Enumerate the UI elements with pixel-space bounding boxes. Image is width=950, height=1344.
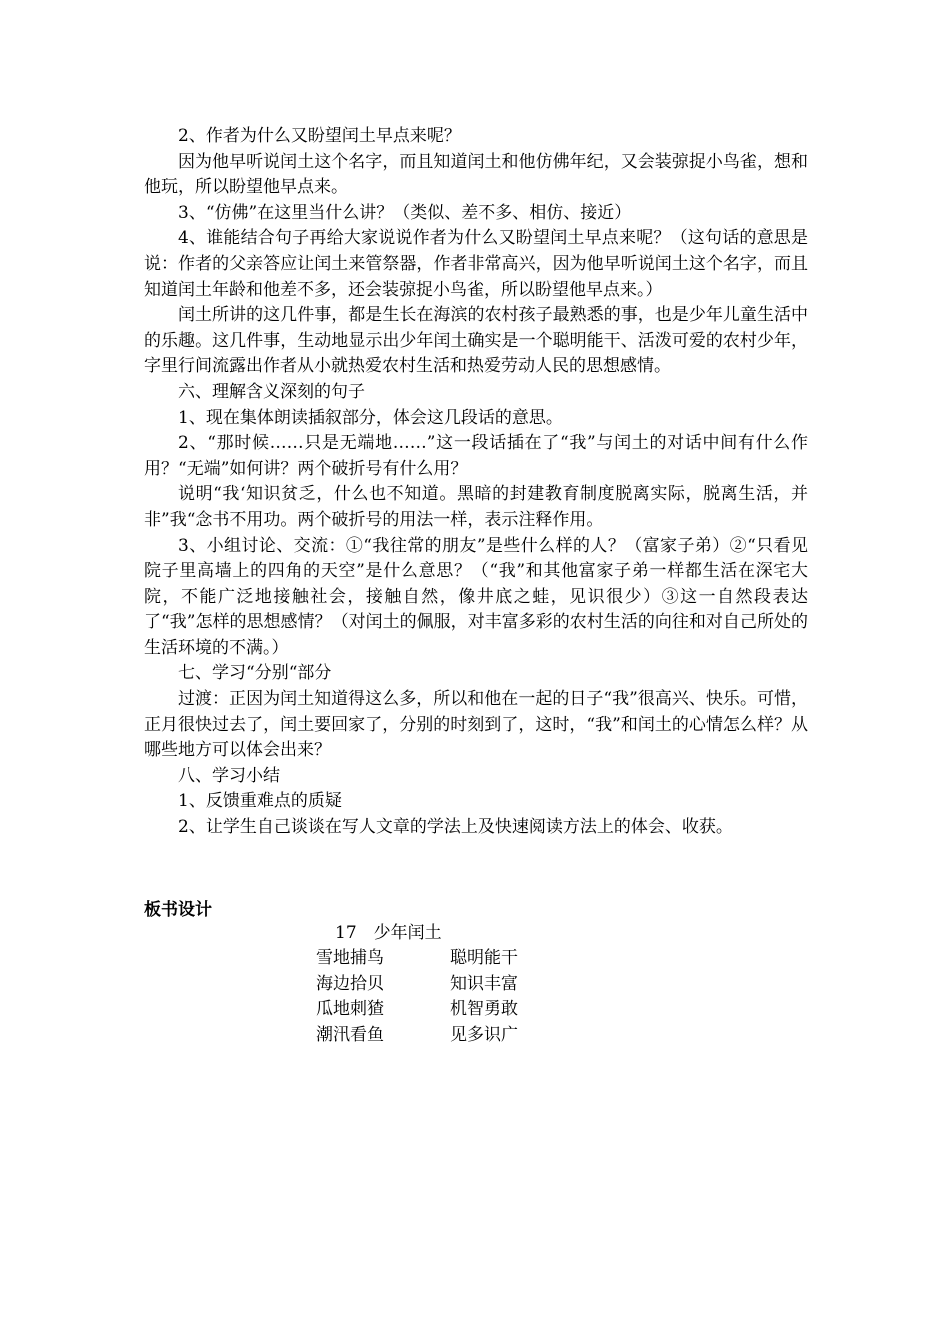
board-trait: 聪明能干	[450, 948, 518, 968]
paragraph: 1、现在集体朗读插叙部分，体会这几段话的意思。	[178, 407, 563, 428]
board-row	[316, 972, 518, 998]
board-event: 雪地捕鸟	[316, 948, 384, 968]
paragraph: 过渡：正因为闰土知道得这么多，所以和他在一起的日子“我”很高兴、快乐。可惜，正月很快过去了，闰土要回家了，分别的时刻到了，这时，“我”和闰土的心情怎么样？从哪些地方可以体会出来？	[144, 689, 808, 761]
section-heading: 八、学习小结	[178, 765, 280, 786]
paragraph: 2、“那时候……只是无端地……”这一段话插在了“我”与闰土的对话中间有什么作用？“无端”如何讲？两个破折号有什么用？	[144, 433, 808, 479]
paragraph: 3、“仿佛”在这里当什么讲？（类似、差不多、相仿、接近）	[178, 202, 632, 223]
body-text	[144, 124, 808, 841]
board-event: 海边拾贝	[316, 973, 384, 994]
section-heading: 七、学习“分别“部分	[178, 663, 332, 684]
board-title: 17 少年闰土	[335, 923, 442, 943]
section-heading: 六、理解含义深刻的句子	[178, 381, 365, 402]
board-row	[316, 997, 518, 1023]
board-row	[316, 1023, 518, 1049]
paragraph: 1、反馈重难点的质疑	[178, 791, 342, 812]
board-row	[316, 946, 518, 972]
board-event: 潮汛看鱼	[316, 1024, 384, 1045]
paragraph: 2、让学生自己谈谈在写人文章的学法上及快速阅读方法上的体会、收获。	[178, 817, 733, 838]
paragraph: 2、作者为什么又盼望闰土早点来呢？	[178, 126, 461, 146]
paragraph: 3、小组讨论、交流：①“我往常的朋友”是些什么样的人？（富家子弟）②“只看见院子里高墙上的四角的天空”是什么意思？（“我”和其他富家子弟一样都生活在深宅大院，不能广泛地接触社会，接触自然，像井底之蛙，见识很少）③这一自然段表达了“我”怎样的思想感情？（对闰土的佩服，对丰富多彩的农村生活的向往和对自己所处的生活环境的不满。）	[144, 535, 808, 658]
paragraph: 因为他早听说闰土这个名字，而且知道闰土和他仿佛年纪，又会装弶捉小鸟雀，想和他玩，所以盼望他早点来。	[144, 151, 808, 198]
board-table	[316, 946, 518, 1048]
board-trait: 知识丰富	[450, 973, 518, 994]
board-trait: 见多识广	[450, 1024, 518, 1045]
board-trait: 机智勇敢	[450, 999, 518, 1020]
board-design-heading: 板书设计	[144, 900, 212, 920]
board-event: 瓜地刺猹	[316, 999, 384, 1020]
paragraph: 说明“我‘知识贫乏，什么也不知道。黑暗的封建教育制度脱离实际，脱离生活，并非”我“念书不用功。两个破折号的用法一样，表示注释作用。	[144, 484, 808, 530]
paragraph: 闰土所讲的这几件事，都是生长在海滨的农村孩子最熟悉的事，也是少年儿童生活中的乐趣。这几件事，生动地显示出少年闰土确实是一个聪明能干、活泼可爱的农村少年，字里行间流露出作者从小就热爱农村生活和热爱劳动人民的思想感情。	[144, 305, 808, 377]
paragraph: 4、谁能结合句子再给大家说说作者为什么又盼望闰土早点来呢？（这句话的意思是说：作者的父亲答应让闰土来管祭器，作者非常高兴，因为他早听说闰土这个名字，而且知道闰土年龄和他差不多，还会装弶捉小鸟雀，所以盼望他早点来。）	[144, 228, 808, 300]
